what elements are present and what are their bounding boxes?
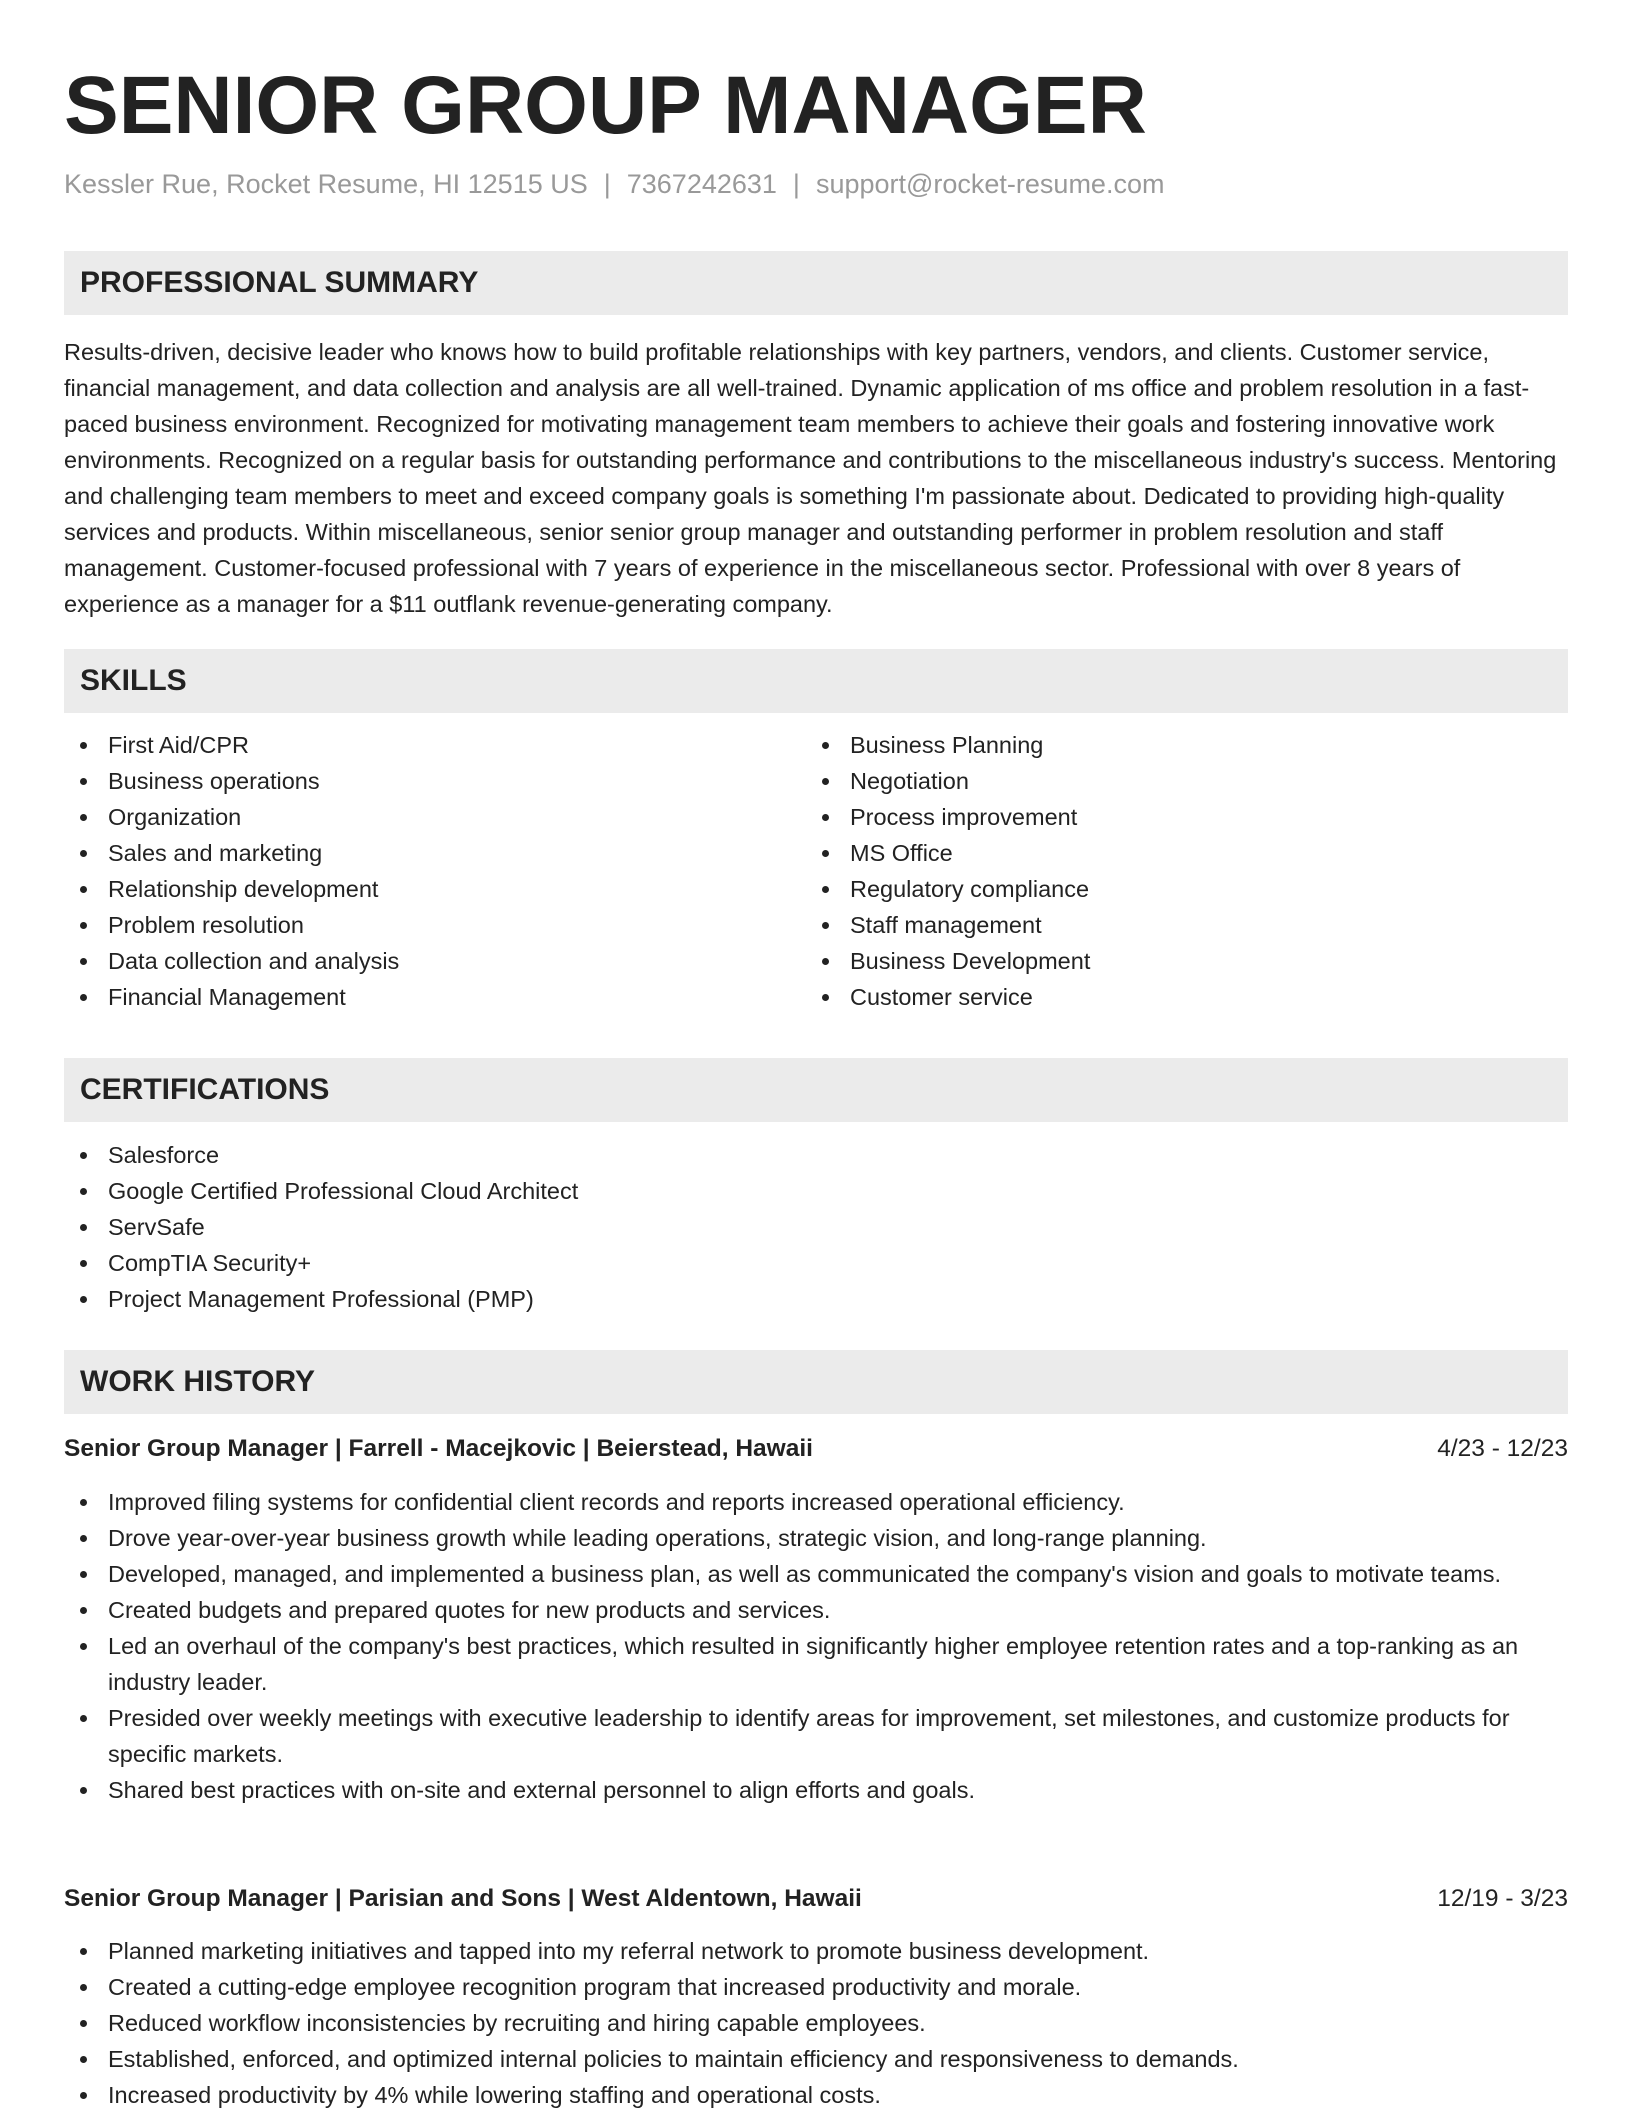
resume-title: SENIOR GROUP MANAGER: [64, 60, 1147, 151]
certifications-heading: CERTIFICATIONS: [64, 1058, 1568, 1122]
certification-item: ServSafe: [64, 1209, 1568, 1245]
skill-item: Regulatory compliance: [806, 871, 1506, 907]
skill-item: Process improvement: [806, 799, 1506, 835]
job-dates: 12/19 - 3/23: [1437, 1885, 1568, 1912]
skill-item: Financial Management: [64, 979, 764, 1015]
skill-item: Business operations: [64, 763, 764, 799]
work-history-heading: WORK HISTORY: [64, 1350, 1568, 1414]
job-bullet: Established, enforced, and optimized internal policies to maintain efficiency and responsiveness to demands.: [64, 2041, 1568, 2077]
job-bullet: Created a cutting-edge employee recognition program that increased productivity and morale.: [64, 1969, 1568, 2005]
job-dates: 4/23 - 12/23: [1437, 1435, 1568, 1462]
skill-item: First Aid/CPR: [64, 727, 764, 763]
job-bullet: Presided over weekly meetings with executive leadership to identify areas for improvement, set milestones, and customize products for specific markets.: [64, 1700, 1568, 1772]
skill-item: Business Development: [806, 943, 1506, 979]
certification-item: Project Management Professional (PMP): [64, 1281, 1568, 1317]
job-title: Senior Group Manager | Farrell - Macejkovic | Beierstead, Hawaii: [64, 1435, 813, 1462]
certification-item: Google Certified Professional Cloud Architect: [64, 1173, 1568, 1209]
skill-item: Negotiation: [806, 763, 1506, 799]
job-bullet: Drove year-over-year business growth while leading operations, strategic vision, and long-range planning.: [64, 1520, 1568, 1556]
skills-list-right: [806, 727, 1506, 1015]
contact-address: Kessler Rue, Rocket Resume, HI 12515 US: [64, 169, 588, 199]
skill-item: Sales and marketing: [64, 835, 764, 871]
job-bullets: [64, 1933, 1568, 2113]
job-bullet: Developed, managed, and implemented a business plan, as well as communicated the company's vision and goals to motivate teams.: [64, 1556, 1568, 1592]
certification-item: Salesforce: [64, 1137, 1568, 1173]
job-bullet: Planned marketing initiatives and tapped into my referral network to promote business development.: [64, 1933, 1568, 1969]
job-bullets: [64, 1484, 1568, 1808]
skill-item: Relationship development: [64, 871, 764, 907]
skill-item: Organization: [64, 799, 764, 835]
skill-item: Business Planning: [806, 727, 1506, 763]
job-bullet: Increased productivity by 4% while lowering staffing and operational costs.: [64, 2077, 1568, 2113]
job-bullet: Improved filing systems for confidential client records and reports increased operational efficiency.: [64, 1484, 1568, 1520]
skill-item: Customer service: [806, 979, 1506, 1015]
skill-item: MS Office: [806, 835, 1506, 871]
certification-item: CompTIA Security+: [64, 1245, 1568, 1281]
summary-heading: PROFESSIONAL SUMMARY: [64, 251, 1568, 315]
skills-heading: SKILLS: [64, 649, 1568, 713]
job-bullet: Led an overhaul of the company's best practices, which resulted in significantly higher employee retention rates and a top-ranking as an industry leader.: [64, 1628, 1568, 1700]
contact-phone: 7367242631: [626, 169, 777, 199]
skill-item: Problem resolution: [64, 907, 764, 943]
contact-line: [64, 166, 1164, 202]
skill-item: Data collection and analysis: [64, 943, 764, 979]
contact-separator: |: [792, 169, 800, 199]
job-bullet: Reduced workflow inconsistencies by recruiting and hiring capable employees.: [64, 2005, 1568, 2041]
contact-email: support@rocket-resume.com: [815, 169, 1165, 199]
contact-separator: |: [603, 169, 611, 199]
job-title: Senior Group Manager | Parisian and Sons | West Aldentown, Hawaii: [64, 1885, 862, 1912]
summary-text: Results-driven, decisive leader who knows how to build profitable relationships with key partners, vendors, and clients. Customer service, financial management, and data collection and analysis are all well-trained. Dynamic application of ms office and problem resolution in a fast-paced business environment. Recognized for motivating management team members to achieve their goals and fostering innovative work environments. Recognized on a regular basis for outstanding performance and contributions to the miscellaneous industry's success. Mentoring and challenging team members to meet and exceed company goals is something I'm passionate about. Dedicated to providing high-quality services and products. Within miscellaneous, senior senior group manager and outstanding performer in problem resolution and staff management. Customer-focused professional with 7 years of experience in the miscellaneous sector. Professional with over 8 years of experience as a manager for a $11 outflank revenue-generating company.: [64, 339, 1557, 617]
skills-list-left: [64, 727, 764, 1015]
job-bullet: Created budgets and prepared quotes for new products and services.: [64, 1592, 1568, 1628]
certifications-list: [64, 1137, 1568, 1317]
job-bullet: Shared best practices with on-site and external personnel to align efforts and goals.: [64, 1772, 1568, 1808]
skill-item: Staff management: [806, 907, 1506, 943]
